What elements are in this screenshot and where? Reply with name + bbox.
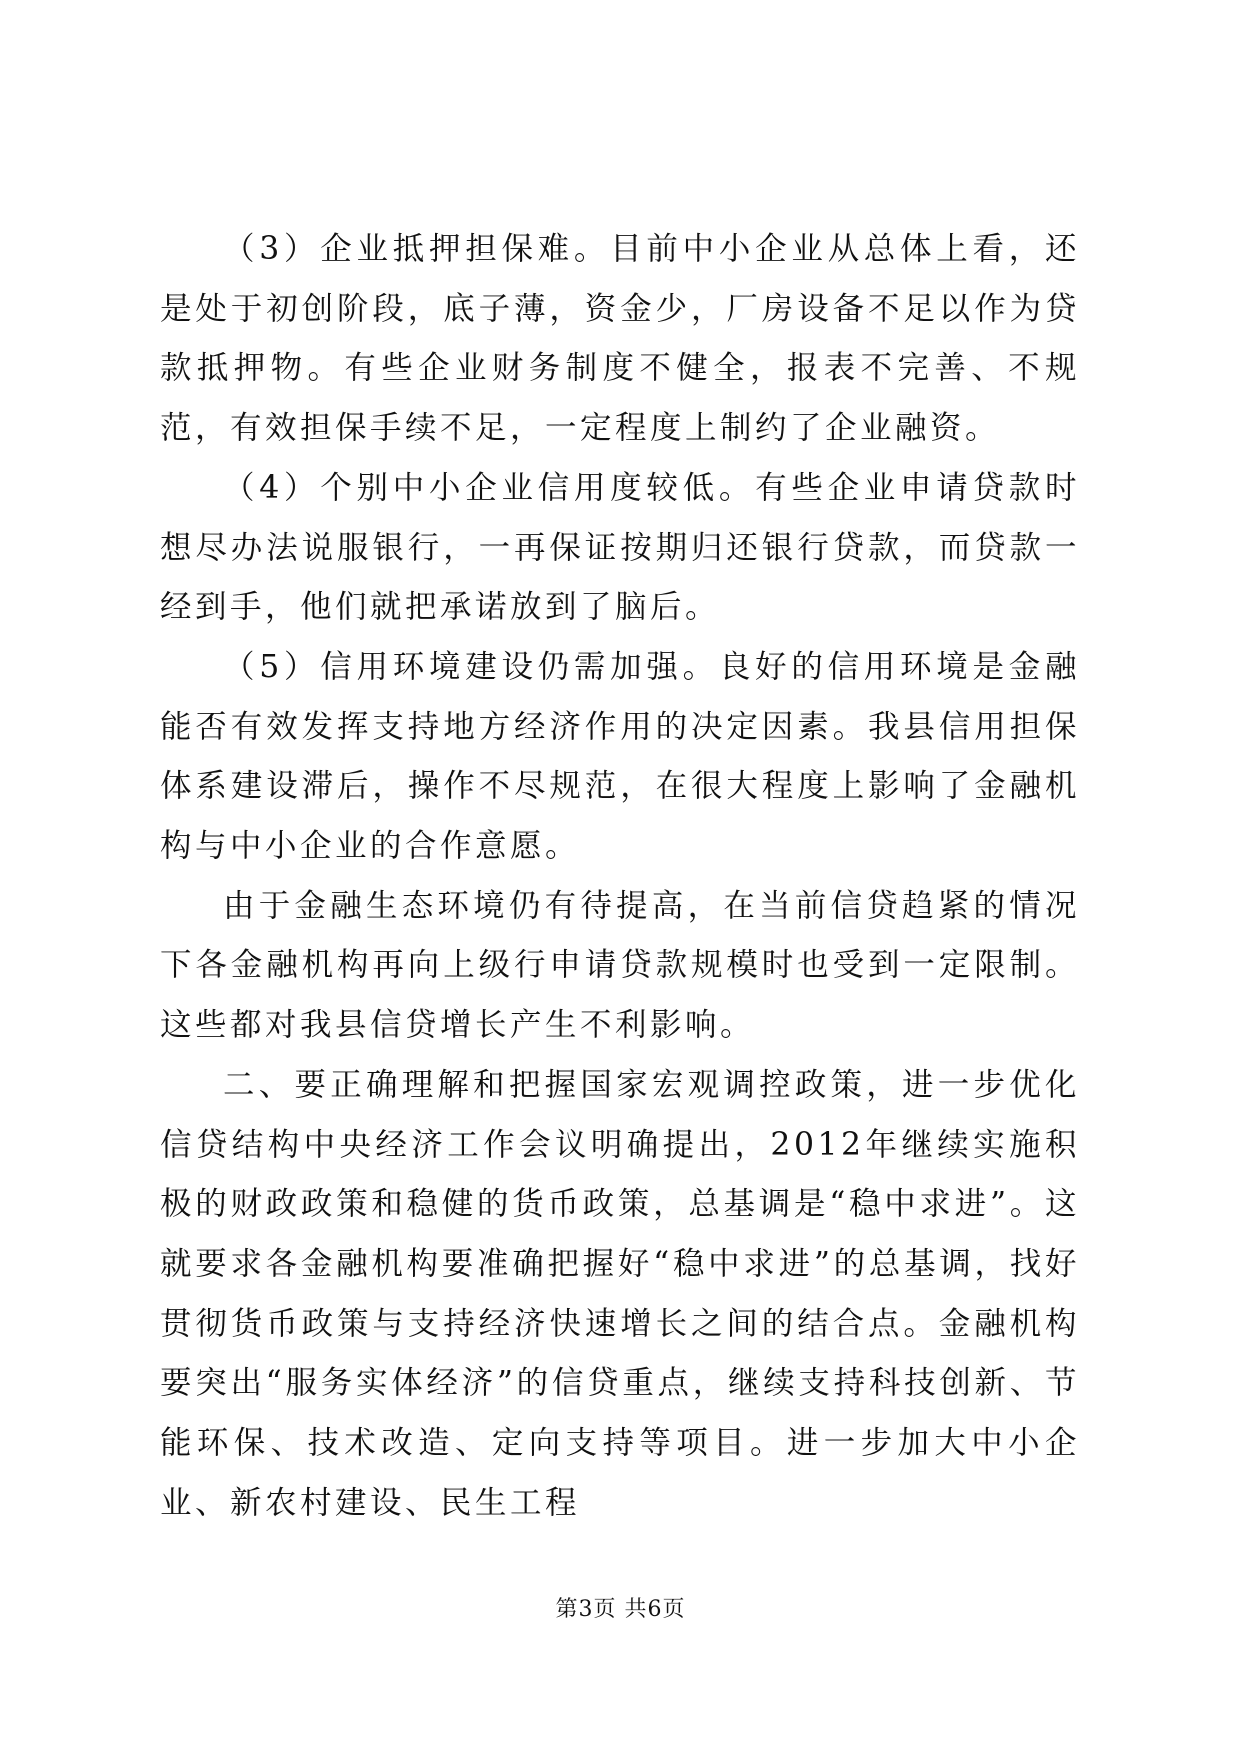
paragraph-item-3: （3）企业抵押担保难。目前中小企业从总体上看，还是处于初创阶段，底子薄，资金少，厂房设备不足以作为贷款抵押物。有些企业财务制度不健全，报表不完善、不规范，有效担保手续不足，一定程度上制约了企业融资。 — [160, 231, 1080, 447]
document-body — [160, 220, 1080, 1533]
paragraph-section-two: 二、要正确理解和把握国家宏观调控政策，进一步优化信贷结构中央经济工作会议明确提出，2012年继续实施积极的财政政策和稳健的货币政策，总基调是“稳中求进”。这就要求各金融机构要准确把握好“稳中求进”的总基调，找好贯彻货币政策与支持经济快速增长之间的结合点。金融机构要突出“服务实体经济”的信贷重点，继续支持科技创新、节能环保、技术改造、定向支持等项目。进一步加大中小企业、新农村建设、民生工程 — [160, 1066, 1080, 1521]
page-footer: 第3页 共6页 — [555, 1597, 686, 1622]
paragraph-item-4: （4）个别中小企业信用度较低。有些企业申请贷款时想尽办法说服银行，一再保证按期归还银行贷款，而贷款一经到手，他们就把承诺放到了脑后。 — [160, 469, 1080, 626]
paragraph-item-5: （5）信用环境建设仍需加强。良好的信用环境是金融能否有效发挥支持地方经济作用的决定因素。我县信用担保体系建设滞后，操作不尽规范，在很大程度上影响了金融机构与中小企业的合作意愿。 — [160, 648, 1080, 865]
paragraph-credit-impact: 由于金融生态环境仍有待提高，在当前信贷趋紧的情况下各金融机构再向上级行申请贷款规模时也受到一定限制。这些都对我县信贷增长产生不利影响。 — [160, 887, 1080, 1044]
